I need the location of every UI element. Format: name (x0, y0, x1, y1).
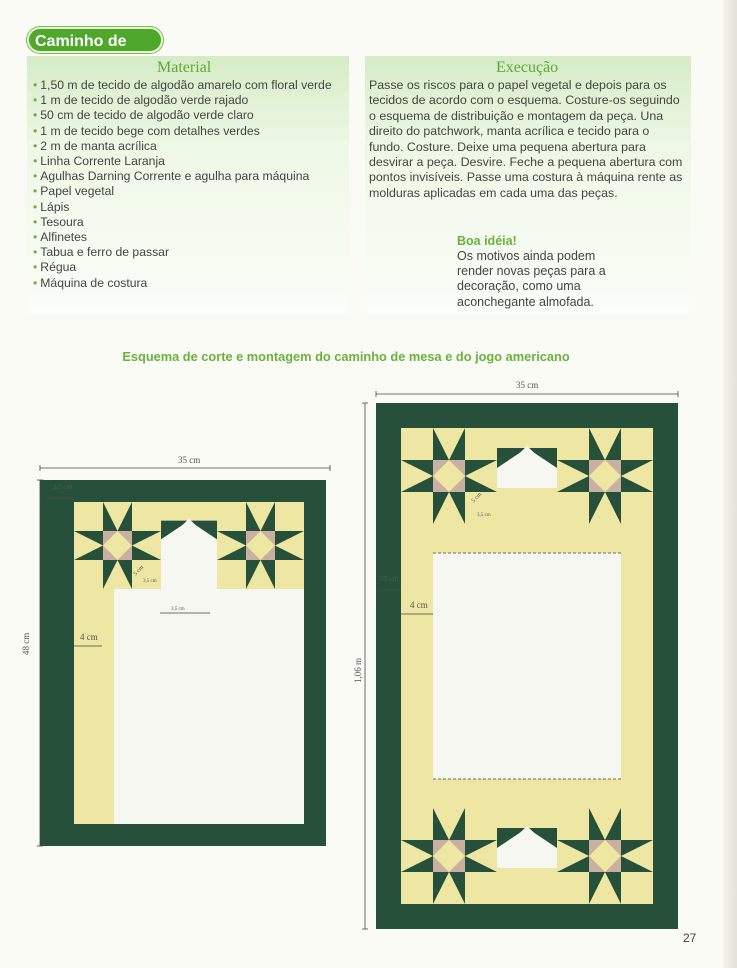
left-white-field (114, 620, 304, 824)
execucao-text: Passe os riscos para o papel vegetal e depois para os tecidos de acordo com o esquema. Costure-os seguindo o esquema de distribuição e montagem da peça. Una direito do patchwork, manta acrílica e tecido para o fundo. Costure. Deixe uma pequena abertura para desvirar a peça. Desvire. Feche a pequena abertura com pontos invisíveis. Passe uma costura à máquina rente as molduras aplicadas em cada uma das peças. (369, 78, 683, 200)
list-item: • Agulhas Darning Corrente e agulha para máquina (33, 169, 343, 184)
left-border-label: 3,5 cm (53, 483, 73, 491)
right-inner-label: 4 cm (410, 600, 428, 610)
left-gap-label: 3,5 cm (171, 607, 185, 612)
list-item: • Linha Corrente Laranja (33, 154, 343, 169)
right-small-label: 3,5 cm (477, 513, 491, 518)
list-item: • 50 cm de tecido de algodão verde claro (33, 108, 343, 123)
list-item: • Máquina de costura (33, 276, 343, 291)
list-item: • 1 m de tecido bege com detalhes verdes (33, 124, 343, 139)
right-border-label: 3,5 cm (379, 575, 399, 583)
list-item: • Tesoura (33, 215, 343, 230)
left-small-label: 3,5 cm (143, 579, 157, 584)
list-item: • 2 m de manta acrílica (33, 139, 343, 154)
material-heading: Material (157, 59, 212, 76)
list-item: • Alfinetes (33, 230, 343, 245)
middle-block-top (497, 428, 557, 448)
right-white-field (433, 553, 621, 779)
tip-text: Os motivos ainda podem render novas peças para a decoração, como uma aconchegante almofada. (457, 249, 606, 309)
tip-title: Boa idéia! (457, 234, 517, 248)
list-item: • Papel vegetal (33, 184, 343, 199)
list-item: • Tabua e ferro de passar (33, 245, 343, 260)
left-inner-label: 4 cm (80, 632, 98, 642)
execucao-heading: Execução (496, 59, 559, 76)
list-item: • Lápis (33, 200, 343, 215)
list-item: • 1,50 m de tecido de algodão amarelo com floral verde (33, 78, 343, 93)
right-height-label: 1,06 m (353, 657, 363, 683)
right-square-label: 5 cm (470, 491, 484, 505)
list-item: • 1 m de tecido de algodão verde rajado (33, 93, 343, 108)
left-square-label: 5 cm (132, 564, 146, 578)
middle-block-top (497, 808, 557, 828)
list-item: • Régua (33, 260, 343, 275)
diagram-title: Esquema de corte e montagem do caminho de mesa e do jogo americano (122, 349, 570, 364)
middle-block-top (161, 502, 217, 521)
right-width-label: 35 cm (516, 380, 539, 390)
left-height-label: 48 cm (21, 632, 31, 655)
left-width-label: 35 cm (178, 455, 201, 465)
section-title-badge: Caminho de (27, 27, 163, 53)
page-number: 27 (683, 931, 697, 945)
